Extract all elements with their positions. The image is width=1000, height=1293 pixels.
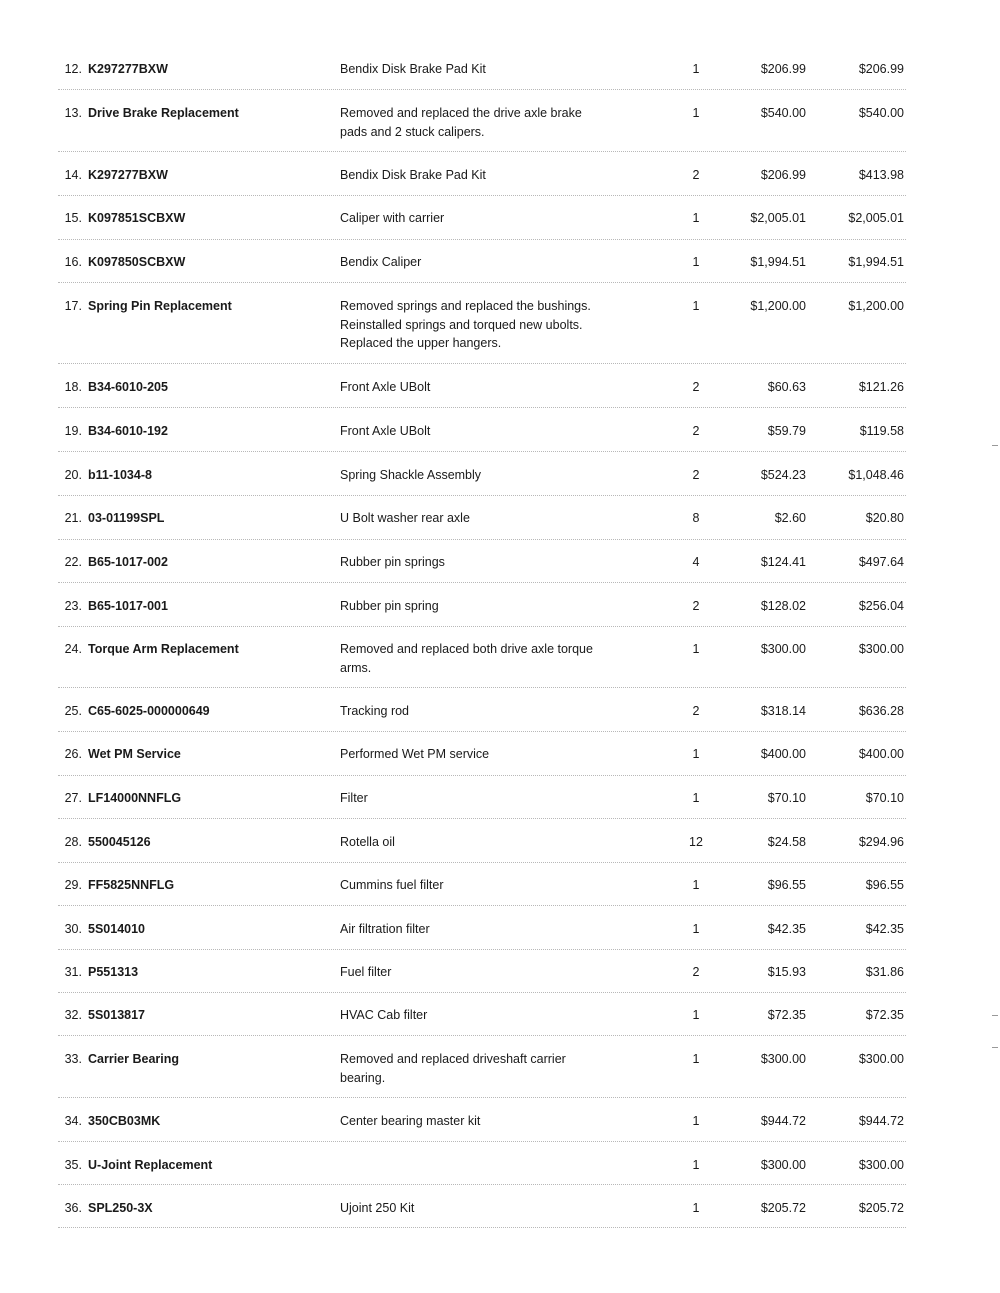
line-total: $944.72 xyxy=(858,1114,904,1128)
part-number: P551313 xyxy=(88,965,139,979)
line-total: $1,994.51 xyxy=(848,255,904,269)
row-divider xyxy=(58,363,906,364)
row-divider xyxy=(58,195,906,196)
line-item-row xyxy=(58,640,906,688)
unit-price: $2.60 xyxy=(774,511,806,525)
item-description: Bendix Disk Brake Pad Kit xyxy=(340,168,486,182)
item-quantity: 12 xyxy=(689,835,703,849)
row-divider xyxy=(58,949,906,950)
line-item-row xyxy=(58,253,906,283)
item-description: Rubber pin spring xyxy=(340,599,439,613)
row-divider xyxy=(58,992,906,993)
item-quantity: 1 xyxy=(692,878,700,892)
unit-price: $400.00 xyxy=(760,747,806,761)
line-total: $1,200.00 xyxy=(848,299,904,313)
line-item-row xyxy=(58,1199,906,1228)
item-quantity: 8 xyxy=(692,511,700,525)
line-number: 30. xyxy=(64,922,82,936)
item-description: Bendix Disk Brake Pad Kit xyxy=(340,62,486,76)
row-divider xyxy=(58,775,906,776)
row-divider xyxy=(58,151,906,152)
item-description: Spring Shackle Assembly xyxy=(340,468,482,482)
part-number: 550045126 xyxy=(88,835,151,849)
part-number: 03-01199SPL xyxy=(88,511,165,525)
item-description: Removed and replaced both drive axle torque arms. xyxy=(340,642,593,675)
unit-price: $540.00 xyxy=(760,106,806,120)
line-number: 33. xyxy=(64,1052,82,1066)
unit-price: $206.99 xyxy=(760,168,806,182)
item-quantity: 1 xyxy=(692,106,700,120)
unit-price: $2,005.01 xyxy=(750,211,806,225)
unit-price: $300.00 xyxy=(760,1052,806,1066)
item-quantity: 2 xyxy=(692,424,700,438)
unit-price: $24.58 xyxy=(767,835,806,849)
line-number: 21. xyxy=(64,511,82,525)
line-number: 14. xyxy=(64,168,82,182)
part-number: Carrier Bearing xyxy=(88,1052,180,1066)
row-divider xyxy=(58,1035,906,1036)
item-description: U Bolt washer rear axle xyxy=(340,511,470,525)
part-number: b11-1034-8 xyxy=(88,468,152,482)
item-quantity: 1 xyxy=(692,1201,700,1215)
line-number: 20. xyxy=(64,468,82,482)
line-item-row xyxy=(58,920,906,950)
part-number: U-Joint Replacement xyxy=(88,1158,213,1172)
line-item-row xyxy=(58,1050,906,1098)
part-number: B65-1017-002 xyxy=(88,555,168,569)
line-number: 23. xyxy=(64,599,82,613)
item-quantity: 1 xyxy=(692,255,700,269)
item-quantity: 1 xyxy=(692,1052,700,1066)
row-divider xyxy=(58,582,906,583)
row-divider xyxy=(58,687,906,688)
unit-price: $205.72 xyxy=(760,1201,806,1215)
line-item-row xyxy=(58,297,906,364)
item-quantity: 2 xyxy=(692,965,700,979)
line-item-row xyxy=(58,833,906,863)
part-number: K097851SCBXW xyxy=(88,211,186,225)
part-number: B65-1017-001 xyxy=(88,599,168,613)
line-number: 16. xyxy=(64,255,82,269)
unit-price: $300.00 xyxy=(760,1158,806,1172)
unit-price: $300.00 xyxy=(760,642,806,656)
part-number: K297277BXW xyxy=(88,62,168,76)
item-quantity: 2 xyxy=(692,380,700,394)
line-number: 34. xyxy=(64,1114,82,1128)
line-total: $300.00 xyxy=(858,1052,904,1066)
row-divider xyxy=(58,282,906,283)
unit-price: $944.72 xyxy=(760,1114,806,1128)
line-total: $2,005.01 xyxy=(848,211,904,225)
part-number: 5S013817 xyxy=(88,1008,146,1022)
line-item-row xyxy=(58,209,906,240)
row-divider xyxy=(58,539,906,540)
part-number: K097850SCBXW xyxy=(88,255,186,269)
line-number: 25. xyxy=(64,704,82,718)
item-description: Filter xyxy=(340,791,368,805)
item-description: Center bearing master kit xyxy=(340,1114,481,1128)
item-description: Removed and replaced the drive axle brake pads and 2 stuck calipers. xyxy=(340,106,582,139)
line-number: 12. xyxy=(64,62,82,76)
unit-price: $318.14 xyxy=(760,704,806,718)
line-total: $256.04 xyxy=(858,599,904,613)
line-total: $70.10 xyxy=(865,791,904,805)
item-description: Performed Wet PM service xyxy=(340,747,490,761)
part-number: C65-6025-000000649 xyxy=(88,704,210,718)
item-quantity: 1 xyxy=(692,211,700,225)
line-total: $96.55 xyxy=(865,878,904,892)
line-total: $413.98 xyxy=(858,168,904,182)
line-item-row xyxy=(58,166,906,196)
line-total: $540.00 xyxy=(858,106,904,120)
line-total: $294.96 xyxy=(858,835,904,849)
line-total: $300.00 xyxy=(858,1158,904,1172)
part-number: Spring Pin Replacement xyxy=(88,299,232,313)
line-item-row xyxy=(58,60,906,90)
line-total: $206.99 xyxy=(858,62,904,76)
line-item-row xyxy=(58,789,906,819)
item-description: Cummins fuel filter xyxy=(340,878,444,892)
row-divider xyxy=(58,407,906,408)
row-divider xyxy=(58,731,906,732)
item-description: Tracking rod xyxy=(340,704,410,718)
item-description: Removed and replaced driveshaft carrier bearing. xyxy=(340,1052,566,1085)
item-quantity: 2 xyxy=(692,168,700,182)
line-number: 22. xyxy=(64,555,82,569)
unit-price: $128.02 xyxy=(760,599,806,613)
line-number: 31. xyxy=(64,965,82,979)
item-description: Removed springs and replaced the bushings. Reinstalled springs and torqued new ubolts. Replaced the upper hangers. xyxy=(340,299,591,350)
unit-price: $1,200.00 xyxy=(750,299,806,313)
part-number: FF5825NNFLG xyxy=(88,878,175,892)
row-divider xyxy=(58,626,906,627)
line-total: $42.35 xyxy=(865,922,904,936)
item-quantity: 2 xyxy=(692,599,700,613)
part-number: Torque Arm Replacement xyxy=(88,642,239,656)
line-item-row xyxy=(58,702,906,732)
line-total: $72.35 xyxy=(865,1008,904,1022)
line-total: $1,048.46 xyxy=(848,468,904,482)
row-divider xyxy=(58,1097,906,1098)
row-divider xyxy=(58,1184,906,1185)
line-number: 27. xyxy=(64,791,82,805)
unit-price: $96.55 xyxy=(767,878,806,892)
unit-price: $72.35 xyxy=(767,1008,806,1022)
part-number: B34-6010-192 xyxy=(88,424,168,438)
line-number: 24. xyxy=(64,642,82,656)
item-quantity: 1 xyxy=(692,1158,700,1172)
line-item-row xyxy=(58,509,906,540)
item-description: Air filtration filter xyxy=(340,922,430,936)
part-number: SPL250-3X xyxy=(88,1201,153,1215)
part-number: LF14000NNFLG xyxy=(88,791,182,805)
line-total: $31.86 xyxy=(865,965,904,979)
item-description: Front Axle UBolt xyxy=(340,424,431,438)
row-divider xyxy=(58,862,906,863)
unit-price: $206.99 xyxy=(760,62,806,76)
line-item-row xyxy=(58,597,906,627)
line-item-row xyxy=(58,963,906,993)
unit-price: $15.93 xyxy=(767,965,806,979)
line-total: $400.00 xyxy=(858,747,904,761)
item-description: Fuel filter xyxy=(340,965,392,979)
part-number: 350CB03MK xyxy=(88,1114,161,1128)
row-divider xyxy=(58,239,906,240)
item-quantity: 1 xyxy=(692,791,700,805)
part-number: 5S014010 xyxy=(88,922,146,936)
line-number: 28. xyxy=(64,835,82,849)
row-divider xyxy=(58,89,906,90)
item-description: Rotella oil xyxy=(340,835,395,849)
item-quantity: 1 xyxy=(692,922,700,936)
unit-price: $70.10 xyxy=(767,791,806,805)
row-divider xyxy=(58,1141,906,1142)
line-item-row xyxy=(58,104,906,152)
row-divider xyxy=(58,1227,906,1228)
item-description: Bendix Caliper xyxy=(340,255,422,269)
item-quantity: 2 xyxy=(692,468,700,482)
line-total: $119.58 xyxy=(859,424,904,438)
line-number: 17. xyxy=(64,299,82,313)
line-total: $636.28 xyxy=(858,704,904,718)
row-divider xyxy=(58,905,906,906)
unit-price: $1,994.51 xyxy=(750,255,806,269)
item-quantity: 1 xyxy=(692,642,700,656)
part-number: Drive Brake Replacement xyxy=(88,106,239,120)
line-number: 35. xyxy=(64,1158,82,1172)
item-description: HVAC Cab filter xyxy=(340,1008,428,1022)
item-description: Rubber pin springs xyxy=(340,555,445,569)
line-number: 18. xyxy=(64,380,82,394)
item-quantity: 1 xyxy=(692,299,700,313)
part-number: B34-6010-205 xyxy=(88,380,168,394)
item-quantity: 2 xyxy=(692,704,700,718)
line-item-row xyxy=(58,378,906,408)
line-number: 19. xyxy=(64,424,82,438)
scan-edge-mark xyxy=(992,445,998,446)
unit-price: $124.41 xyxy=(760,555,806,569)
line-number: 32. xyxy=(64,1008,82,1022)
line-total: $497.64 xyxy=(858,555,904,569)
item-quantity: 1 xyxy=(692,1008,700,1022)
line-total: $121.26 xyxy=(858,380,904,394)
unit-price: $524.23 xyxy=(760,468,806,482)
row-divider xyxy=(58,495,906,496)
item-quantity: 4 xyxy=(692,555,700,569)
row-divider xyxy=(58,818,906,819)
line-number: 15. xyxy=(64,211,82,225)
scan-edge-mark xyxy=(992,1015,998,1016)
line-number: 29. xyxy=(64,878,82,892)
line-number: 26. xyxy=(64,747,82,761)
line-item-row xyxy=(58,1006,906,1036)
unit-price: $60.63 xyxy=(767,380,806,394)
line-item-row xyxy=(58,876,906,906)
line-number: 13. xyxy=(64,106,82,120)
line-item-row xyxy=(58,1156,906,1185)
unit-price: $59.79 xyxy=(767,424,806,438)
item-description: Ujoint 250 Kit xyxy=(340,1201,415,1215)
line-item-row xyxy=(58,466,906,496)
unit-price: $42.35 xyxy=(767,922,806,936)
line-item-row xyxy=(58,1112,906,1142)
line-total: $20.80 xyxy=(865,511,904,525)
line-item-row xyxy=(58,422,906,452)
row-divider xyxy=(58,451,906,452)
line-item-row xyxy=(58,745,906,776)
scan-edge-mark xyxy=(992,1047,998,1048)
item-description: Caliper with carrier xyxy=(340,211,445,225)
line-number: 36. xyxy=(64,1201,82,1215)
part-number: Wet PM Service xyxy=(88,747,181,761)
line-total: $205.72 xyxy=(858,1201,904,1215)
item-quantity: 1 xyxy=(692,1114,700,1128)
item-description: Front Axle UBolt xyxy=(340,380,431,394)
item-quantity: 1 xyxy=(692,747,700,761)
part-number: K297277BXW xyxy=(88,168,168,182)
line-item-row xyxy=(58,553,906,583)
item-quantity: 1 xyxy=(692,62,700,76)
line-total: $300.00 xyxy=(858,642,904,656)
